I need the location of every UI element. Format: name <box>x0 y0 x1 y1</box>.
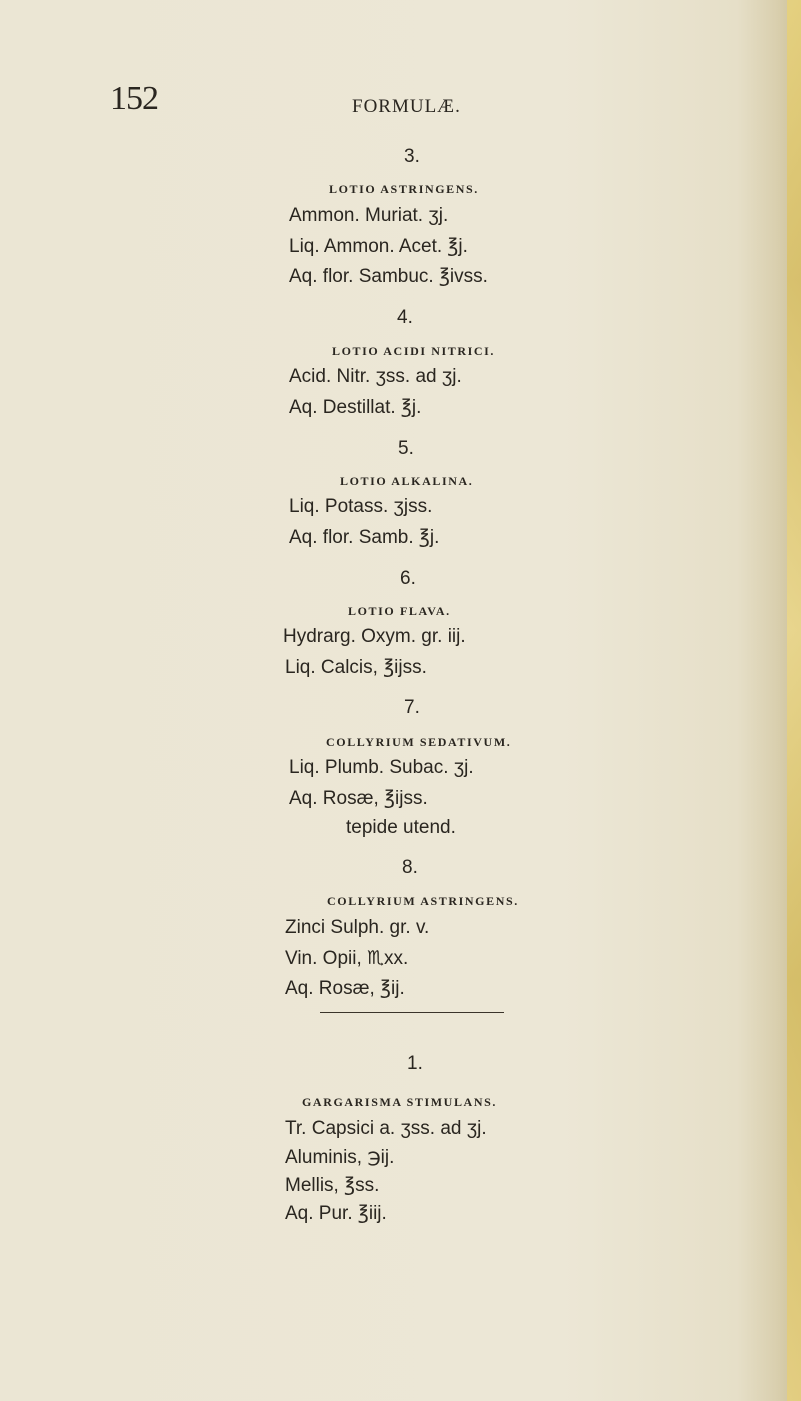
formula-line: Aq. flor. Samb. ℥j. <box>289 527 440 548</box>
formula-line: Tr. Capsici a. ʒss. ad ʒj. <box>285 1118 487 1139</box>
formula-heading: LOTIO ACIDI NITRICI. <box>332 344 496 358</box>
formula-heading: LOTIO ALKALINA. <box>340 474 474 488</box>
page-edge <box>787 0 801 1401</box>
page-number: 152 <box>110 80 158 117</box>
running-head: FORMULÆ. <box>352 96 461 117</box>
formula-number: 6. <box>400 568 416 589</box>
formula-line: Ammon. Muriat. ʒj. <box>289 205 449 226</box>
formula-line: Aq. Rosæ, ℥ij. <box>285 978 405 999</box>
formula-line: Liq. Ammon. Acet. ℥j. <box>289 236 468 257</box>
formula-heading: COLLYRIUM SEDATIVUM. <box>326 735 512 749</box>
formula-heading: GARGARISMA STIMULANS. <box>302 1095 497 1109</box>
formula-number: 3. <box>404 146 420 167</box>
formula-heading: LOTIO FLAVA. <box>348 604 451 618</box>
formula-line: Liq. Potass. ʒjss. <box>289 496 433 517</box>
formula-line: Aluminis, ℈ij. <box>285 1147 395 1168</box>
formula-line: tepide utend. <box>346 817 456 838</box>
formula-line: Aq. flor. Sambuc. ℥ivss. <box>289 266 488 287</box>
formula-line: Aq. Pur. ℥iij. <box>285 1203 387 1224</box>
formula-heading: LOTIO ASTRINGENS. <box>329 182 479 196</box>
formula-heading: COLLYRIUM ASTRINGENS. <box>327 894 519 908</box>
section-divider <box>320 1012 504 1013</box>
formula-line: Liq. Plumb. Subac. ʒj. <box>289 757 474 778</box>
formula-line: Aq. Rosæ, ℥ijss. <box>289 788 428 809</box>
formula-line: Aq. Destillat. ℥j. <box>289 397 422 418</box>
formula-line: Acid. Nitr. ʒss. ad ʒj. <box>289 366 462 387</box>
formula-line: Hydrarg. Oxym. gr. iij. <box>283 626 466 647</box>
formula-number: 4. <box>397 307 413 328</box>
formula-line: Vin. Opii, ♏xx. <box>285 948 409 969</box>
formula-line: Mellis, ℥ss. <box>285 1175 380 1196</box>
formula-number: 5. <box>398 438 414 459</box>
formula-number: 8. <box>402 857 418 878</box>
formula-number: 7. <box>404 697 420 718</box>
formula-line: Zinci Sulph. gr. v. <box>285 917 430 938</box>
formula-line: Liq. Calcis, ℥ijss. <box>285 657 427 678</box>
formula-number: 1. <box>407 1053 423 1074</box>
